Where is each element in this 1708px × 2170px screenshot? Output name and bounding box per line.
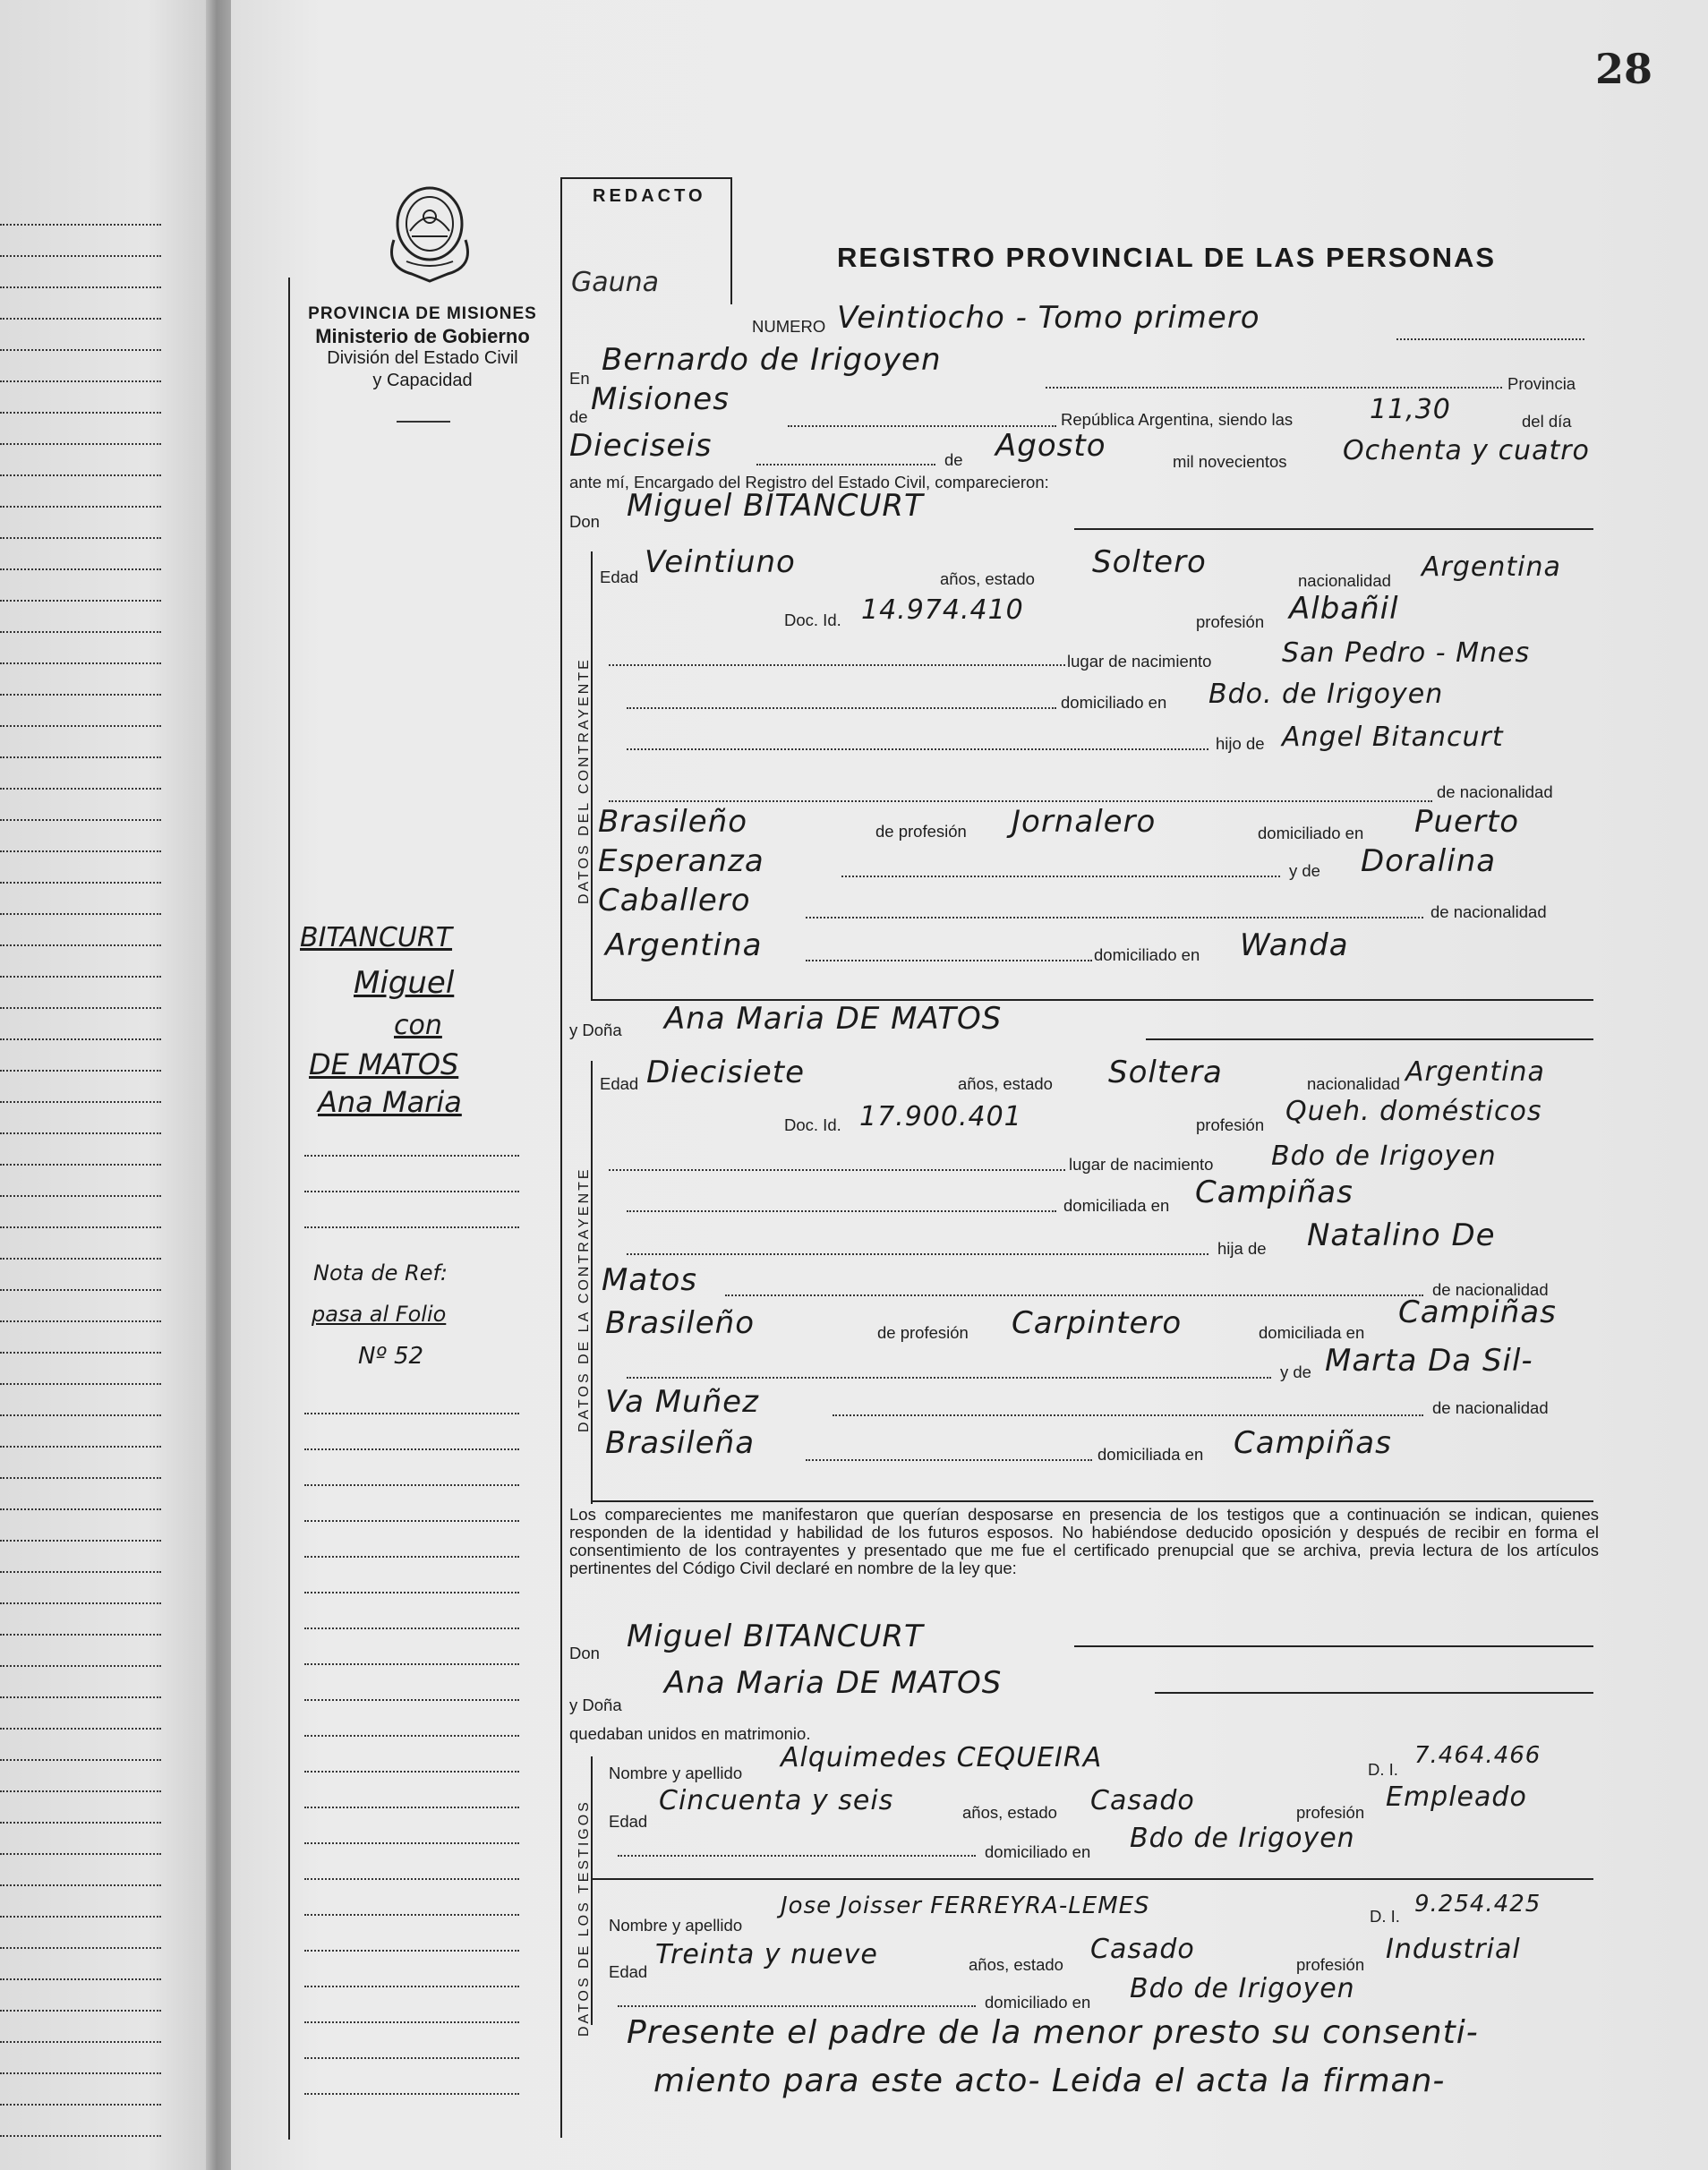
bride-nacionalidad: Argentina (1405, 1056, 1545, 1088)
ruled-line (0, 2104, 161, 2106)
ruled-line (0, 850, 161, 852)
redacto-signature: Gauna (571, 267, 660, 298)
groom-mother-2: Caballero (598, 883, 751, 918)
fill-dots (806, 917, 1423, 918)
fill-line (1074, 1645, 1593, 1647)
ruled-line (0, 1665, 161, 1667)
ruled-line (0, 944, 161, 946)
redacto-label: REDACTO (593, 186, 706, 206)
ruled-line (0, 1038, 161, 1040)
fill-dots (806, 1459, 1092, 1461)
ruled-line (0, 1414, 161, 1416)
ruled-line (0, 1634, 161, 1636)
bride-lugar-nac-label: lugar de nacimiento (1069, 1155, 1214, 1174)
bride-anos-estado-label: años, estado (958, 1074, 1053, 1093)
adjacent-page (0, 0, 210, 2170)
ruled-line (0, 1258, 161, 1260)
w2-name: Jose Joisser FERREYRA-LEMES (781, 1892, 1150, 1919)
ruled-line (0, 788, 161, 790)
margin-note-2: pasa al Folio (312, 1302, 447, 1327)
ruled-line (0, 819, 161, 821)
ruled-line (0, 506, 161, 508)
w1-di-label: D. I. (1368, 1760, 1398, 1779)
w1-profesion-label: profesión (1296, 1803, 1365, 1822)
w2-di-label: D. I. (1370, 1907, 1400, 1926)
margin-rule (304, 1950, 519, 1952)
letterhead-province: PROVINCIA DE MISIONES (308, 304, 537, 323)
groom-father-dom-2: Esperanza (598, 843, 764, 879)
w2-profesion: Industrial (1386, 1934, 1521, 1965)
ruled-line (0, 1164, 161, 1166)
bride-domiciliada-en-label-2: domiciliada en (1097, 1445, 1204, 1464)
decl-dona-label: y Doña (569, 1696, 622, 1714)
ruled-line (0, 1853, 161, 1855)
letterhead-division: División del Estado Civil (327, 348, 518, 368)
bride-name: Ana Maria DE MATOS (664, 1001, 1003, 1037)
groom-mother-nat: Argentina (605, 927, 763, 963)
groom-lugar-nac: San Pedro - Mnes (1282, 637, 1531, 669)
w1-di: 7.464.466 (1414, 1742, 1541, 1769)
margin-rule (304, 1556, 519, 1558)
ruled-line (0, 976, 161, 978)
fill-dots (841, 876, 1280, 877)
margin-surname-1: BITANCURT (300, 922, 453, 953)
fill-dots (627, 707, 1056, 709)
bride-nacionalidad-label: nacionalidad (1307, 1074, 1400, 1093)
bride-de-nacionalidad-label: de nacionalidad (1432, 1280, 1549, 1299)
groom-name: Miguel BITANCURT (627, 488, 924, 524)
bride-domiciliada-en-label: domiciliada en (1259, 1323, 1365, 1342)
groom-father-dom: Puerto (1414, 804, 1520, 840)
ruled-line (0, 1571, 161, 1573)
bride-father-dom: Campiñas (1398, 1294, 1557, 1330)
ruled-line (0, 568, 161, 570)
margin-rule (304, 1520, 519, 1522)
w2-edad-label: Edad (609, 1962, 648, 1981)
margin-rule (304, 1592, 519, 1593)
groom-doc: 14.974.410 (861, 594, 1024, 626)
bride-mother: Marta Da Sil- (1325, 1343, 1533, 1379)
margin-rule (304, 2093, 519, 2095)
don-label: Don (569, 512, 600, 531)
margin-rule (304, 1448, 519, 1450)
decl-don-label: Don (569, 1644, 600, 1662)
groom-domicilio: Bdo. de Irigoyen (1208, 679, 1444, 710)
fill-dots (756, 464, 935, 466)
bride-lugar-nac: Bdo de Irigoyen (1271, 1141, 1497, 1172)
hijo-de-label: hijo de (1216, 734, 1265, 753)
margin-rule (304, 1663, 519, 1665)
ruled-line (0, 474, 161, 476)
ruled-line (0, 1916, 161, 1918)
y-de-label: y de (1289, 861, 1320, 880)
fill-dots (833, 1414, 1423, 1416)
groom-nacionalidad: Argentina (1422, 551, 1561, 583)
domiciliado-en-label-2: domiciliado en (1094, 945, 1200, 964)
ruled-line (0, 224, 161, 226)
margin-note-1: Nota de Ref: (313, 1260, 448, 1286)
ruled-line (0, 756, 161, 758)
edad-label: Edad (600, 568, 639, 586)
fill-dots (1396, 338, 1584, 340)
ruled-line (0, 2072, 161, 2074)
footnote-line-2: miento para este acto- Leida el acta la firman- (653, 2063, 1446, 2099)
groom-edad: Veintiuno (645, 544, 796, 580)
place-value: Bernardo de Irigoyen (602, 342, 942, 378)
w2-nombre-label: Nombre y apellido (609, 1916, 743, 1935)
witness-section-label: DATOS DE LOS TESTIGOS (576, 1799, 592, 2037)
margin-given-2: Ana Maria (318, 1085, 462, 1119)
groom-mother: Doralina (1361, 843, 1497, 879)
bride-doc-label: Doc. Id. (784, 1115, 841, 1134)
ruled-line (0, 694, 161, 696)
de-label: de (569, 407, 588, 426)
w2-anos-estado-label: años, estado (969, 1955, 1063, 1974)
fill-line (1146, 1038, 1593, 1040)
ruled-line (0, 286, 161, 288)
margin-rule (304, 1986, 519, 1987)
ruled-line (0, 1696, 161, 1698)
bride-estado: Soltera (1108, 1055, 1223, 1090)
bride-doc: 17.900.401 (859, 1101, 1022, 1132)
de-nacionalidad-label: de nacionalidad (1437, 782, 1553, 801)
dona-label: y Doña (569, 1021, 622, 1039)
ante-mi-text: ante mí, Encargado del Registro del Estado Civil, comparecieron: (569, 473, 1049, 491)
margin-rule (304, 1771, 519, 1773)
ruled-line (0, 1947, 161, 1949)
bride-mother-2: Va Muñez (605, 1384, 759, 1420)
decl-bride: Ana Maria DE MATOS (664, 1665, 1003, 1701)
bride-edad-label: Edad (600, 1074, 639, 1093)
fill-dots (609, 800, 1432, 802)
ruled-line (0, 1352, 161, 1354)
ruled-line (0, 1070, 161, 1072)
w2-domicilio: Bdo de Irigoyen (1130, 1973, 1355, 2004)
province-value: Misiones (591, 381, 730, 417)
ruled-line (0, 1540, 161, 1542)
w2-edad: Treinta y nueve (655, 1939, 878, 1970)
section-rule (591, 1500, 1593, 1502)
w1-nombre-label: Nombre y apellido (609, 1764, 743, 1782)
fill-dots (788, 425, 1056, 427)
ruled-line (0, 1289, 161, 1291)
decl-groom: Miguel BITANCURT (627, 1619, 924, 1654)
margin-rule (304, 1842, 519, 1844)
bride-father: Natalino De (1307, 1217, 1496, 1253)
book-gutter (206, 0, 233, 2170)
groom-estado: Soltero (1092, 544, 1207, 580)
w1-anos-estado-label: años, estado (962, 1803, 1057, 1822)
decl-closing: quedaban unidos en matrimonio. (569, 1724, 811, 1743)
bride-edad: Diecisiete (646, 1055, 806, 1090)
fill-dots (609, 664, 1065, 666)
ruled-line (0, 1132, 161, 1134)
en-label: En (569, 369, 590, 388)
ruled-line (0, 1822, 161, 1824)
ruled-line (0, 1790, 161, 1792)
de-nacionalidad-label-2: de nacionalidad (1430, 902, 1547, 921)
ruled-line (0, 412, 161, 414)
bride-domicilio: Campiñas (1195, 1175, 1354, 1210)
w2-estado: Casado (1090, 1934, 1195, 1965)
margin-rule (304, 1699, 519, 1701)
ruled-line (0, 1195, 161, 1197)
margin-rule (304, 1413, 519, 1414)
ruled-line (0, 2010, 161, 2012)
section-rule (591, 1878, 1593, 1880)
w2-domiciliado-label: domiciliado en (985, 1993, 1091, 2012)
bride-father-2: Matos (602, 1262, 698, 1298)
fill-dots (609, 1169, 1065, 1171)
ruled-line (0, 537, 161, 539)
ruled-line (0, 882, 161, 884)
ruled-line (0, 2041, 161, 2043)
fill-dots (627, 1253, 1208, 1255)
ruled-line (0, 318, 161, 320)
margin-rule (304, 1155, 519, 1157)
bride-mother-dom: Campiñas (1234, 1425, 1392, 1461)
anos-estado-label: años, estado (940, 569, 1035, 588)
doc-label: Doc. Id. (784, 611, 841, 629)
margin-con: con (394, 1010, 442, 1041)
groom-mother-dom: Wanda (1240, 927, 1349, 963)
groom-profesion: Albañil (1289, 591, 1399, 627)
margin-rule (304, 1226, 519, 1228)
ruled-line (0, 1508, 161, 1510)
groom-section-label: DATOS DEL CONTRAYENTE (576, 657, 592, 904)
time-value: 11,30 (1370, 394, 1451, 425)
margin-rule (304, 1628, 519, 1629)
w2-profesion-label: profesión (1296, 1955, 1365, 1974)
provincial-seal-icon (376, 177, 483, 286)
w1-edad: Cincuenta y seis (659, 1785, 894, 1816)
w1-domicilio: Bdo de Irigoyen (1130, 1823, 1355, 1854)
fill-dots (1046, 387, 1502, 389)
margin-rule (304, 1914, 519, 1916)
divider (397, 421, 450, 423)
ruled-line (0, 2135, 161, 2137)
ruled-line (0, 349, 161, 351)
ruled-line (0, 443, 161, 445)
mil-label: mil novecientos (1173, 452, 1287, 471)
letterhead-division-2: y Capacidad (372, 371, 473, 390)
margin-note-3: Nº 52 (358, 1343, 424, 1370)
nacionalidad-label: nacionalidad (1298, 571, 1391, 590)
groom-father-prof: Jornalero (1012, 804, 1157, 840)
bride-de-profesion-label: de profesión (877, 1323, 969, 1342)
w1-estado: Casado (1090, 1785, 1195, 1816)
fill-dots (627, 1377, 1271, 1379)
margin-rule (304, 1807, 519, 1808)
margin-surname-2: DE MATOS (309, 1047, 459, 1081)
fill-line (1155, 1692, 1593, 1694)
de-profesion-label: de profesión (875, 822, 967, 841)
w2-di: 9.254.425 (1414, 1891, 1541, 1918)
domiciliado-en-label: domiciliado en (1258, 824, 1364, 842)
letterhead-ministry: Ministerio de Gobierno (315, 325, 530, 347)
w1-domiciliado-label: domiciliado en (985, 1842, 1091, 1861)
registry-title: REGISTRO PROVINCIAL DE LAS PERSONAS (837, 242, 1497, 273)
bride-y-de-label: y de (1280, 1363, 1311, 1381)
ruled-line (0, 662, 161, 664)
bride-de-nacionalidad-label-2: de nacionalidad (1432, 1398, 1549, 1417)
ruled-line (0, 1477, 161, 1479)
letterhead (288, 303, 557, 392)
footnote-line-1: Presente el padre de la menor presto su consenti- (627, 2014, 1479, 2051)
margin-rule (304, 1191, 519, 1192)
groom-father: Angel Bitancurt (1282, 722, 1504, 753)
profesion-label: profesión (1196, 612, 1265, 631)
groom-father-nat: Brasileño (598, 804, 748, 840)
fill-line (1074, 528, 1593, 530)
year-value: Ochenta y cuatro (1343, 435, 1590, 466)
ruled-line (0, 1101, 161, 1103)
provincia-label: Provincia (1507, 374, 1576, 393)
page-number: 28 (1595, 45, 1653, 93)
fill-dots (627, 748, 1208, 750)
fill-dots (627, 1210, 1056, 1212)
del-dia-label: del día (1522, 412, 1572, 431)
fill-dots (806, 960, 1092, 961)
ruled-line (0, 1602, 161, 1604)
declaration-text: Los comparecientes me manifestaron que querían desposarse en presencia de los testigos que a continuación se indican, quienes responden de la identidad y habilidad de los futuros esposos. No habiéndose deducido oposición y después de recibir en forma el consentimiento de los contrayentes y presentado que me fue el certificado prenupcial que se archiva, previa lectura de los artículos pertinentes del Código Civil declaré en nombre de la ley que: (569, 1505, 1599, 1577)
domiciliado-label: domiciliado en (1061, 693, 1167, 712)
ruled-line (0, 631, 161, 633)
day-value: Dieciseis (569, 428, 713, 464)
fill-dots (618, 2005, 976, 2007)
republica-label: República Argentina, siendo las (1061, 410, 1294, 429)
ruled-line (0, 1320, 161, 1322)
ruled-line (0, 1978, 161, 1980)
margin-rule (304, 1484, 519, 1486)
ruled-line (0, 255, 161, 257)
numero-label: NUMERO (752, 317, 826, 336)
bride-section-label: DATOS DE LA CONTRAYENTE (576, 1166, 592, 1432)
hija-de-label: hija de (1217, 1239, 1267, 1258)
ruled-line (0, 1446, 161, 1448)
ruled-line (0, 1759, 161, 1761)
ruled-line (0, 380, 161, 382)
ruled-line (0, 600, 161, 602)
ruled-line (0, 913, 161, 915)
fill-dots (725, 1294, 1423, 1296)
left-border (288, 278, 290, 2140)
w1-name: Alquimedes CEQUEIRA (781, 1742, 1103, 1773)
bride-profesion: Queh. domésticos (1285, 1096, 1542, 1127)
margin-rule (304, 2021, 519, 2023)
ruled-line (0, 1007, 161, 1009)
w1-edad-label: Edad (609, 1812, 648, 1831)
de2-label: de (944, 450, 963, 469)
ruled-line (0, 725, 161, 727)
margin-rule (304, 1735, 519, 1737)
bride-father-nat: Brasileño (605, 1305, 756, 1341)
margin-given-1: Miguel (354, 965, 455, 1001)
form-border (560, 177, 562, 2138)
ruled-line (0, 1728, 161, 1730)
bride-profesion-label: profesión (1196, 1115, 1265, 1134)
lugar-nac-label: lugar de nacimiento (1067, 652, 1212, 671)
bride-mother-nat: Brasileña (605, 1425, 756, 1461)
month-value: Agosto (995, 428, 1106, 464)
ruled-line (0, 1884, 161, 1886)
w1-profesion: Empleado (1386, 1781, 1527, 1813)
numero-value: Veintiocho - Tomo primero (837, 300, 1260, 336)
bride-domiciliada-label: domiciliada en (1063, 1196, 1170, 1215)
margin-rule (304, 2057, 519, 2059)
ruled-line (0, 1383, 161, 1385)
bride-father-prof: Carpintero (1012, 1305, 1183, 1341)
margin-rule (304, 1878, 519, 1880)
ruled-line (0, 1226, 161, 1228)
fill-dots (618, 1855, 976, 1857)
